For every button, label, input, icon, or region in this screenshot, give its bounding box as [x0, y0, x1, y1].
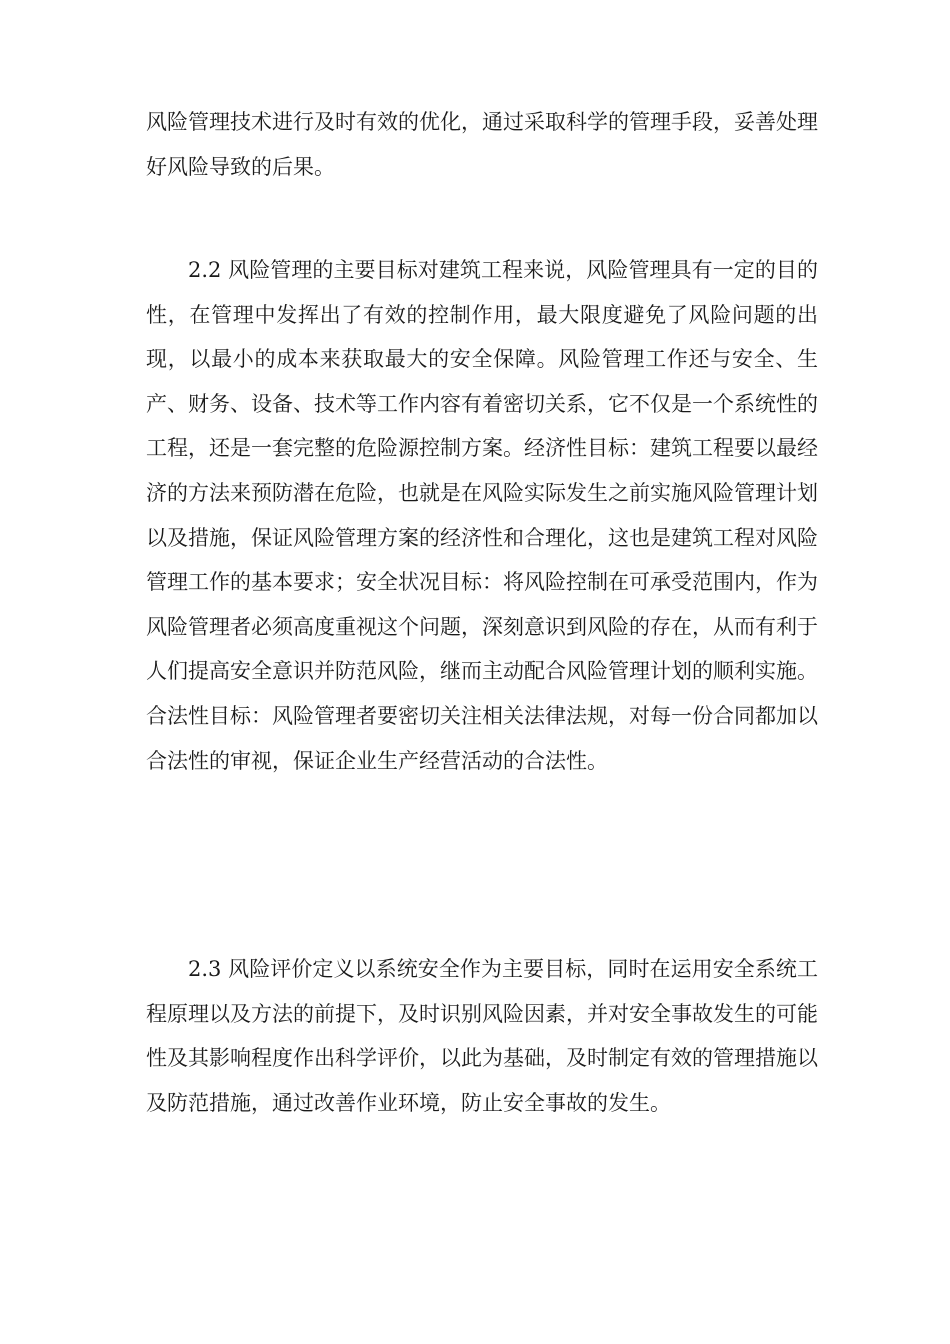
paragraph-section-2-2: 2.2 风险管理的主要目标对建筑工程来说，风险管理具有一定的目的性，在管理中发挥出了有效的控制作用，最大限度避免了风险问题的出现，以最小的成本来获取最大的安全保障。风险管理工作还与安全、生产、财务、设备、技术等工作内容有着密切关系，它不仅是一个系统性的工程，还是一套完整的危险源控制方案。经济性目标：建筑工程要以最经济的方法来预防潜在危险，也就是在风险实际发生之前实施风险管理计划以及措施，保证风险管理方案的经济性和合理化，这也是建筑工程对风险管理工作的基本要求；安全状况目标：将风险控制在可承受范围内，作为风险管理者必须高度重视这个问题，深刻意识到风险的存在，从而有利于人们提高安全意识并防范风险，继而主动配合风险管理计划的顺利实施。合法性目标：风险管理者要密切关注相关法律法规，对每一份合同都加以合法性的审视，保证企业生产经营活动的合法性。 [146, 258, 818, 773]
paragraph-continuation: 风险管理技术进行及时有效的优化，通过采取科学的管理手段，妥善处理好风险导致的后果。 [146, 110, 818, 179]
paragraph-section-2-3: 2.3 风险评价定义以系统安全作为主要目标，同时在运用安全系统工程原理以及方法的前提下，及时识别风险因素，并对安全事故发生的可能性及其影响程度作出科学评价，以此为基础，及时制定有效的管理措施以及防范措施，通过改善作业环境，防止安全事故的发生。 [146, 957, 818, 1115]
